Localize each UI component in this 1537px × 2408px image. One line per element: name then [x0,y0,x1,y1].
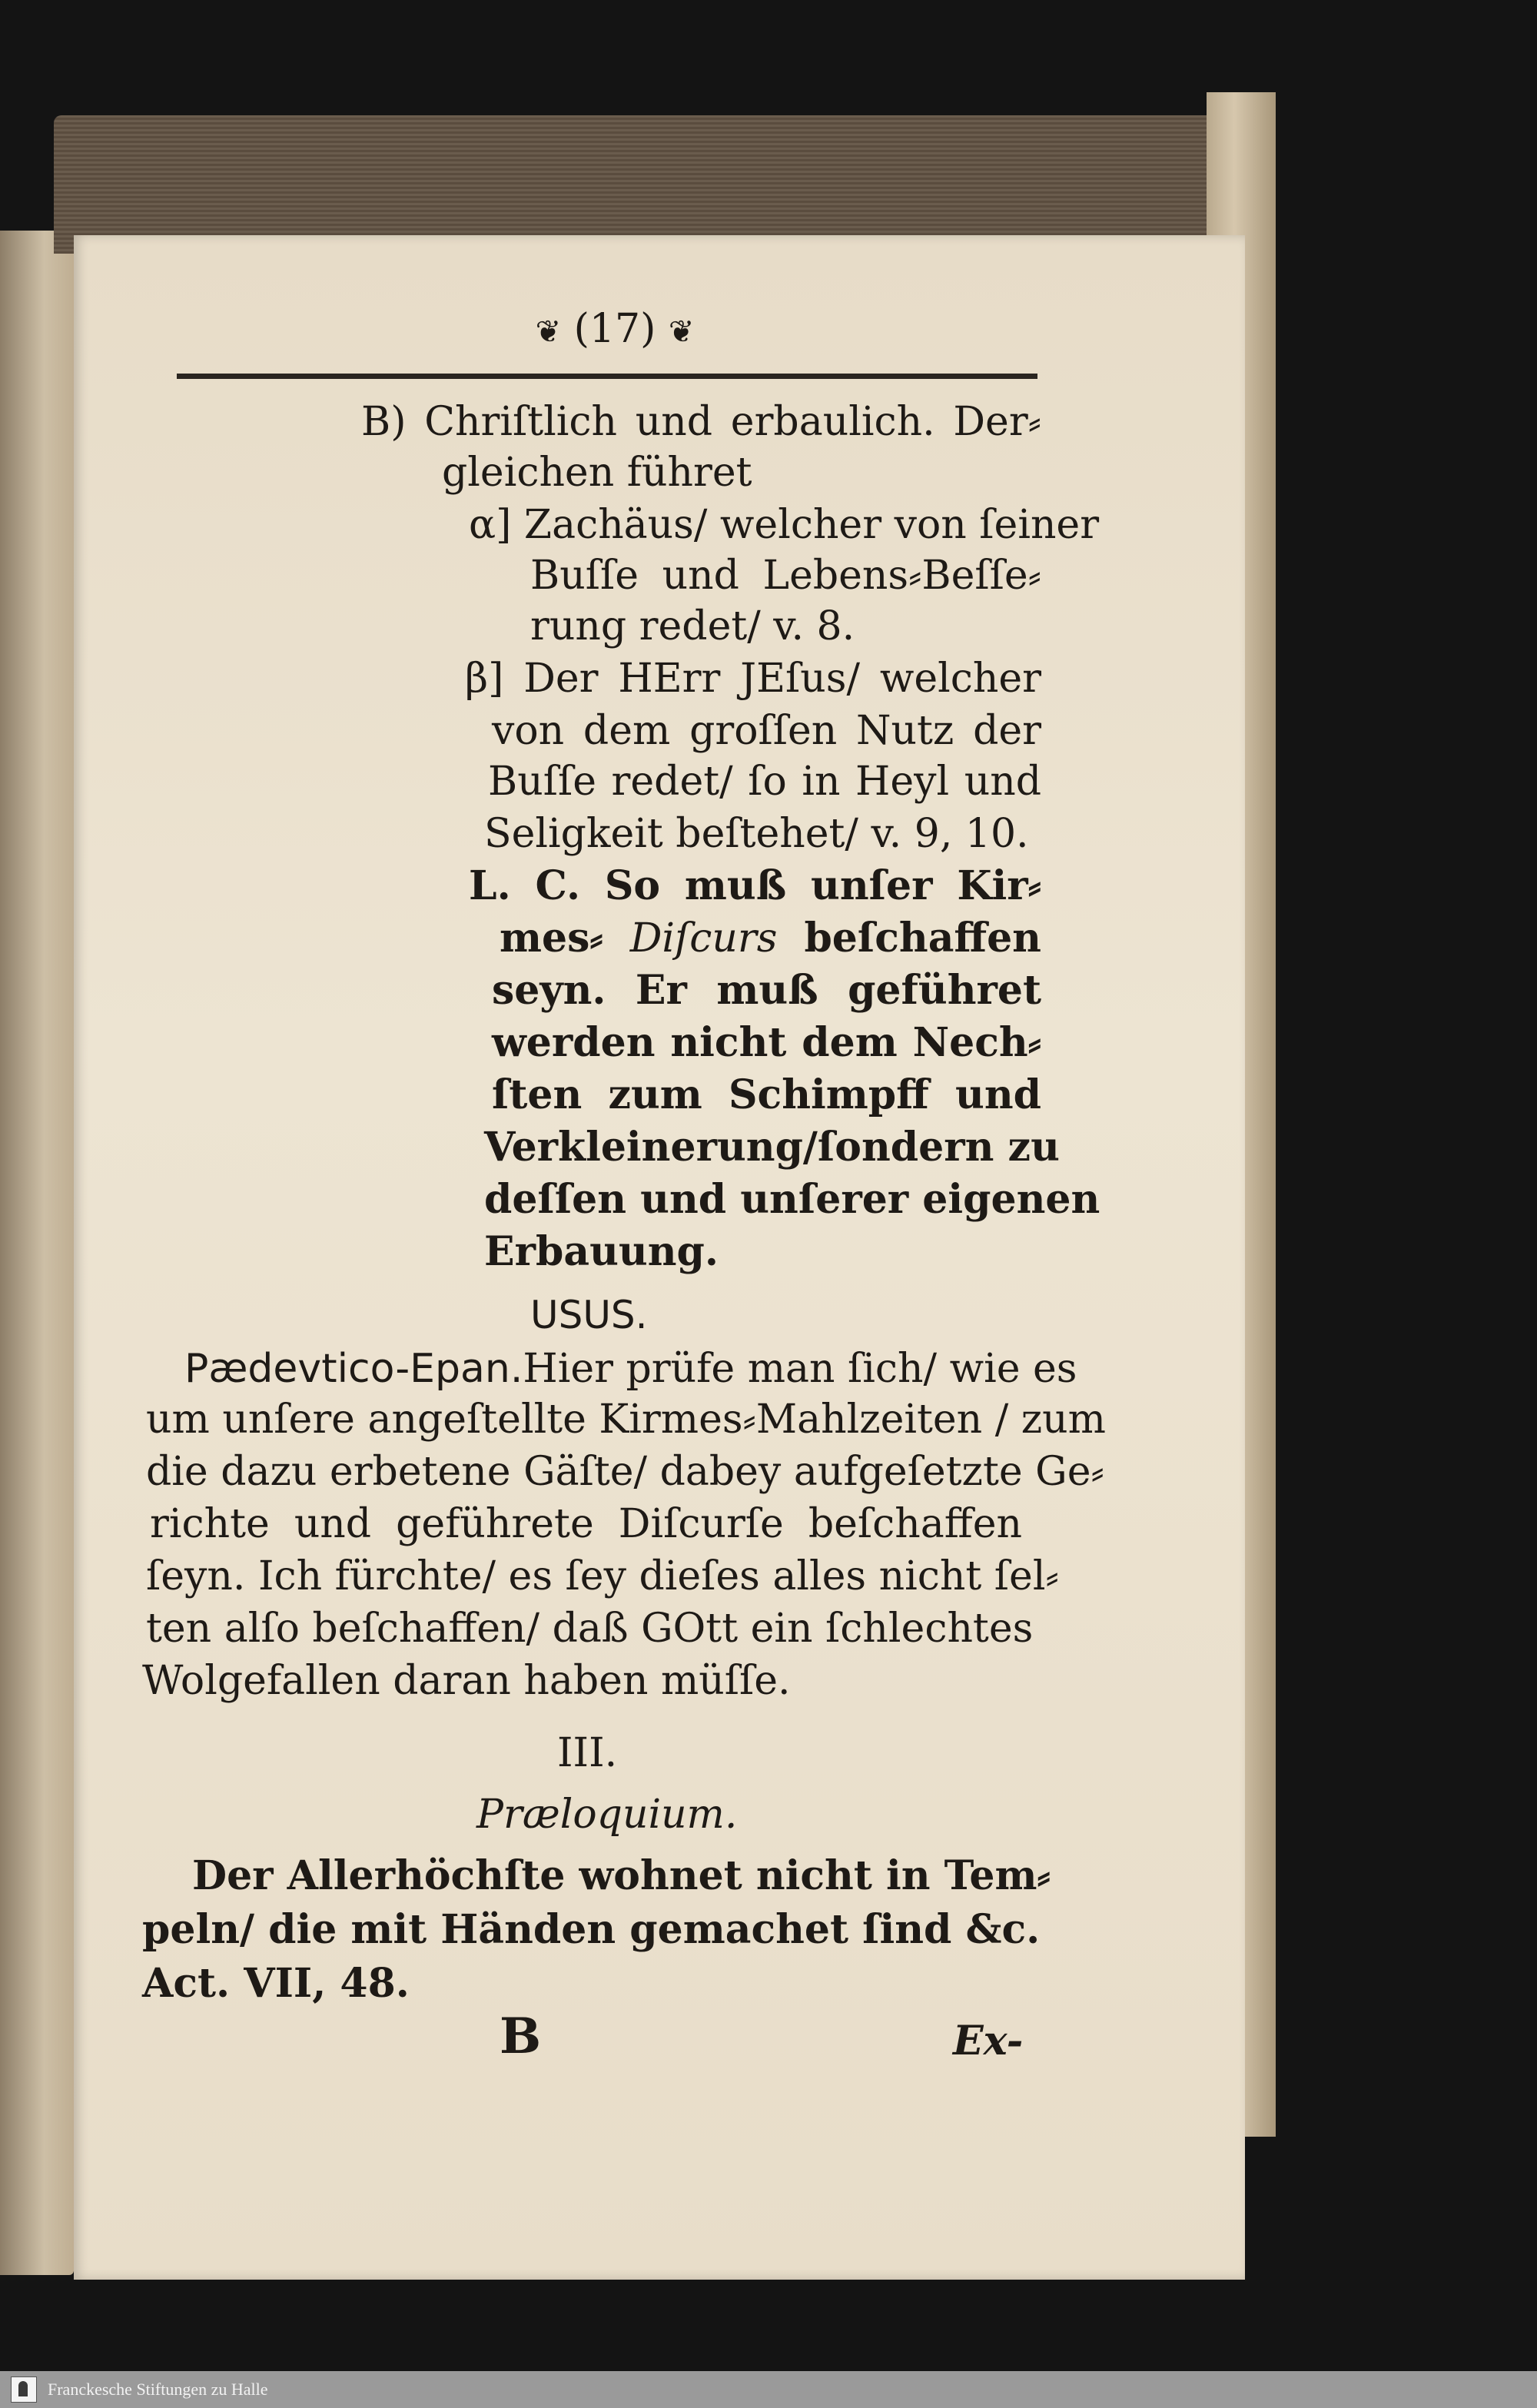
left-page-edge [0,231,74,2275]
text-line: gleichen führet [442,450,752,496]
section-heading: Præloquium. [476,1792,738,1838]
scripture-line: peln/ die mit Händen gemachet ſind &c. [142,1906,1041,1953]
text-line: ſten zum Schimpff und [492,1071,1041,1118]
text-line: α] Zachäus/ welcher von ſeiner [469,502,1100,548]
text-line: seyn. Er muß geführet [492,967,1041,1014]
section-number: III. [557,1730,618,1776]
text-line: Buſſe redet/ ſo in Heyl und [488,759,1041,805]
text-line-mixed [500,915,1041,962]
text-line: deſſen und unſerer eigenen [484,1176,1100,1223]
text-line: um unſere angeſtellte Kirmes⸗Mahlzeiten / zum [146,1397,1106,1443]
text-line: ten alſo beſchaffen/ daß GOtt ein ſchlechtes [146,1606,1034,1652]
scripture-line: Der Allerhöchſte wohnet nicht in Tem⸗ [192,1852,1051,1899]
text-line: B) Chriſtlich und erbaulich. Der⸗ [361,399,1041,445]
text-line: Seligkeit beſtehet/ v. 9, 10. [484,811,1029,857]
text-line: die dazu erbetene Gäſte/ dabey aufgeſetzte Ge⸗ [146,1449,1104,1495]
text-line: rung redet/ v. 8. [530,603,855,649]
book-top-edge [54,115,1253,254]
text-line: L. C. So muß unſer Kir⸗ [469,862,1041,909]
page-number: (17) [573,306,656,352]
catchword: Ex- [953,2018,1024,2064]
page-header [492,306,738,355]
institution-name: Franckesche Stiftungen zu Halle [48,2380,268,2399]
text-line: werden nicht dem Nech⸗ [492,1019,1041,1066]
text-line: Verkleinerung/ſondern zu [484,1124,1060,1171]
footer-bar [0,2371,1537,2408]
text-segment-italic: Diſcurs [629,915,778,962]
signature-mark: B [500,2008,542,2065]
text-line: ſeyn. Ich fürchte/ es ſey dieſes alles nicht ſel⸗ [146,1553,1059,1599]
text-line: Wolgefallen daran haben müſſe. [142,1658,791,1704]
header-rule [177,374,1037,379]
fleuron-left-icon: ❦ [535,314,562,350]
text-segment: mes⸗ [500,915,603,962]
text-segment: Pædevtico-Epan. [184,1346,523,1392]
section-heading: USUS. [530,1293,648,1337]
text-segment: Hier prüfe man ſich/ wie es [523,1346,1077,1392]
text-segment: beſchaffen [804,915,1041,962]
scripture-reference: Act. VII, 48. [142,1960,410,2007]
text-line: Erbauung. [484,1228,719,1275]
text-line: Buſſe und Lebens⸗Beſſe⸗ [530,553,1041,599]
text-line: von dem groſſen Nutz der [492,708,1041,754]
text-line: richte und geführete Diſcurſe beſchaffen [150,1501,1022,1547]
text-line-mixed [184,1345,1077,1393]
fleuron-right-icon: ❦ [668,314,695,350]
text-line: β] Der HErr JEſus/ welcher [465,656,1041,702]
institution-logo-icon [11,2376,37,2403]
